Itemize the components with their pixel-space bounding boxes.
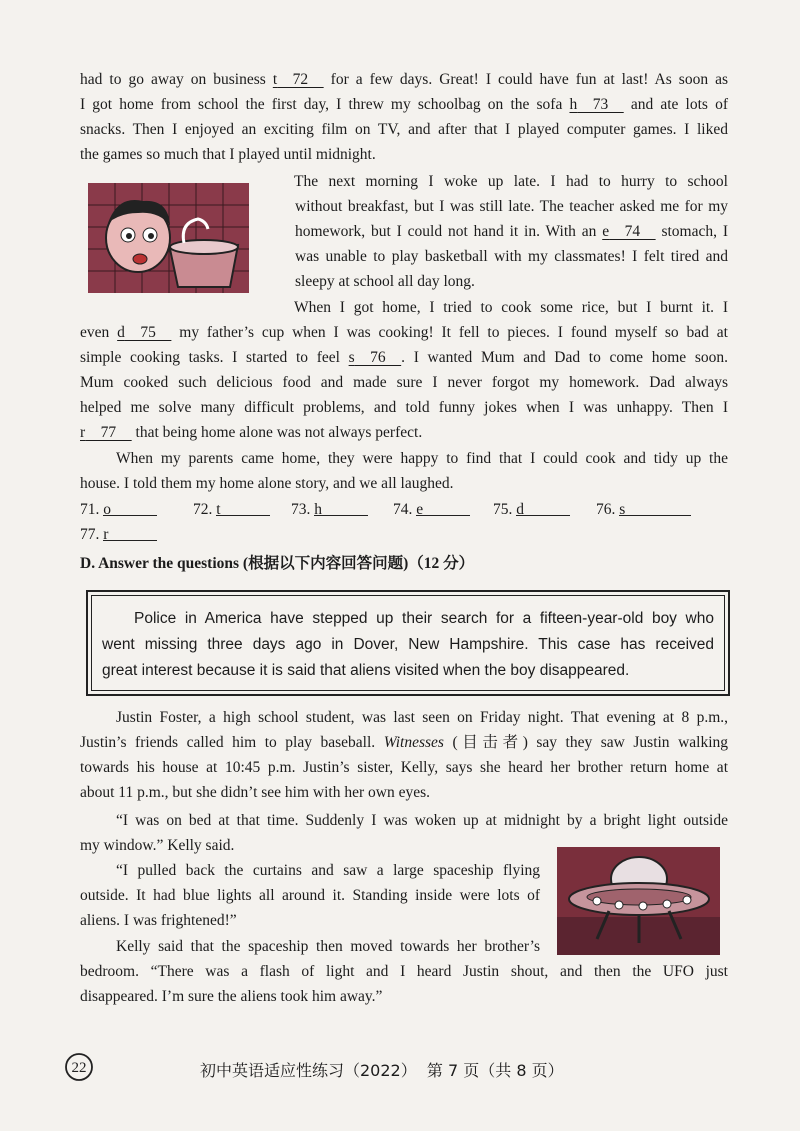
story-line [80,370,728,395]
answer-blank-77[interactable] [80,522,157,547]
story-line [80,395,728,420]
story-text: snacks. Then I enjoyed an exciting film on TV, and after that I played computer games. I liked [80,121,728,138]
answer-blank-75[interactable] [493,497,570,522]
story-blank: e 74 [602,223,656,240]
story-blank: s 76 [348,349,402,366]
article-line [80,959,728,984]
answer-blank-76[interactable] [596,497,691,522]
article-text: “I pulled back the curtains and saw a large spaceship flying [116,862,540,879]
answer-label: 74. [393,501,417,518]
article-line [80,780,728,805]
story-text: The next morning I woke up late. I had to hurry to school [294,173,728,190]
story-line [295,219,728,244]
article-text: (目击者) say they saw Justin walking [443,734,729,751]
story-blank: h 73 [569,96,624,113]
news-box [86,590,730,696]
story-blank: d 75 [117,324,172,341]
story-text: helped me solve many difficult problems, and told funny jokes when I was unhappy. Then I [80,399,728,416]
story-line [80,142,728,167]
story-text: I got home from school the first day, I threw my schoolbag on the sofa [80,96,570,113]
blank-number: 74 [609,223,656,240]
story-text: simple cooking tasks. I started to feel [80,349,349,366]
story-text: the games so much that I played until midnight. [80,146,376,163]
article-line [80,908,540,933]
story-text: sleepy at school all day long. [295,273,475,290]
story-blank: r 77 [80,424,132,441]
story-text: When I got home, I tried to cook some rice, but I burnt it. I [294,299,728,316]
story-text: even [80,324,118,341]
story-line [80,92,728,117]
answer-letter: h [314,497,368,516]
story-text: house. I told them my home alone story, and we all laughed. [80,475,454,492]
boy-cooking-illustration [88,183,249,293]
article-line [116,705,728,730]
answer-blank-72[interactable] [193,497,270,522]
ufo-illustration [557,847,720,955]
story-text: for a few days. Great! I could have fun at last! As soon as [323,71,729,88]
answer-letter: t [216,497,270,516]
blank-number: 73 [577,96,624,113]
story-line [295,194,728,219]
article-text: Kelly said that the spaceship then moved towards her brother’s [116,938,540,955]
story-text: had to go away on business [80,71,273,88]
answer-label: 72. [193,501,217,518]
story-line [116,446,728,471]
story-line [80,420,728,445]
story-text: When my parents came home, they were happy to find that I could cook and tidy up the [116,450,728,467]
story-text: without breakfast, but I was still late. The teacher asked me for my [295,198,728,215]
answer-letter: s [619,497,691,516]
answer-label: 76. [596,501,620,518]
article-text: my window.” Kelly said. [80,837,235,854]
story-text: homework, but I could not hand it in. With an [295,223,603,240]
story-text: was unable to play basketball with my classmates! I felt tired and [295,248,728,265]
story-line [80,471,728,496]
story-text: . I wanted Mum and Dad to come home soon. [401,349,728,366]
article-text: “I was on bed at that time. Suddenly I was woken up at midnight by a bright light outside [116,812,728,829]
article-text: bedroom. “There was a flash of light and I heard Justin shout, and then the UFO just [80,963,728,980]
footer-text: 初中英语适应性练习（2022） 第 7 页（共 8 页） [200,1061,564,1080]
answer-letter: d [516,497,570,516]
article-line [116,934,540,959]
blank-number: 77 [85,424,132,441]
article-text: towards his house at 10:45 p.m. Justin’s sister, Kelly, says she heard her brother return home at [80,759,728,776]
article-line [80,730,728,755]
answer-label: 71. [80,501,104,518]
blank-number: 75 [124,324,172,341]
story-line [295,244,728,269]
answer-label: 75. [493,501,517,518]
story-line [294,169,728,194]
article-line [80,883,540,908]
article-line [80,755,728,780]
story-text: Mum cooked such delicious food and made sure I never forgot my homework. Dad always [80,374,728,391]
story-text: my father’s cup when I was cooking! It fell to pieces. I found myself so bad at [171,324,728,341]
answer-blank-73[interactable] [291,497,368,522]
blank-number: 72 [277,71,324,88]
story-line [294,295,728,320]
article-italic-term: Witnesses [383,734,444,751]
answer-letter: o [103,497,157,516]
story-line [80,117,728,142]
article-text: disappeared. I’m sure the aliens took him away.” [80,988,383,1005]
story-text: that being home alone was not always perfect. [131,424,423,441]
story-line [80,67,728,92]
page-number-badge [64,1052,94,1082]
story-line [295,269,728,294]
blank-number: 76 [354,349,402,366]
article-text: outside. It had blue lights all around it. Standing inside were lots of [80,887,540,904]
article-text: Justin Foster, a high school student, was last seen on Friday night. That evening at 8 p.m., [116,709,728,726]
story-blank: t 72 [272,71,324,88]
answer-blank-71[interactable] [80,497,157,522]
news-line: went missing three days ago in Dover, New Hampshire. This case has received [102,636,714,653]
article-text: Justin’s friends called him to play baseball. [80,734,384,751]
article-line [116,858,540,883]
answer-label: 73. [291,501,315,518]
article-line [80,984,728,1009]
article-text: about 11 p.m., but she didn’t see him with her own eyes. [80,784,430,801]
story-text: stomach, I [655,223,728,240]
page-badge-number: 22 [71,1060,87,1076]
answer-letter: r [103,522,157,541]
article-text: aliens. I was frightened!” [80,912,237,929]
section-d-title: D. Answer the questions (根据以下内容回答问题)（12 分） [80,555,475,572]
article-line [116,808,728,833]
news-line: Police in America have stepped up their search for a fifteen-year-old boy who [134,610,714,627]
story-text: and ate lots of [623,96,728,113]
news-line: great interest because it is said that aliens visited when the boy disappeared. [102,662,630,679]
story-line [80,345,728,370]
answer-letter: e [416,497,470,516]
story-line [80,320,728,345]
answer-label: 77. [80,526,104,543]
answer-blank-74[interactable] [393,497,470,522]
